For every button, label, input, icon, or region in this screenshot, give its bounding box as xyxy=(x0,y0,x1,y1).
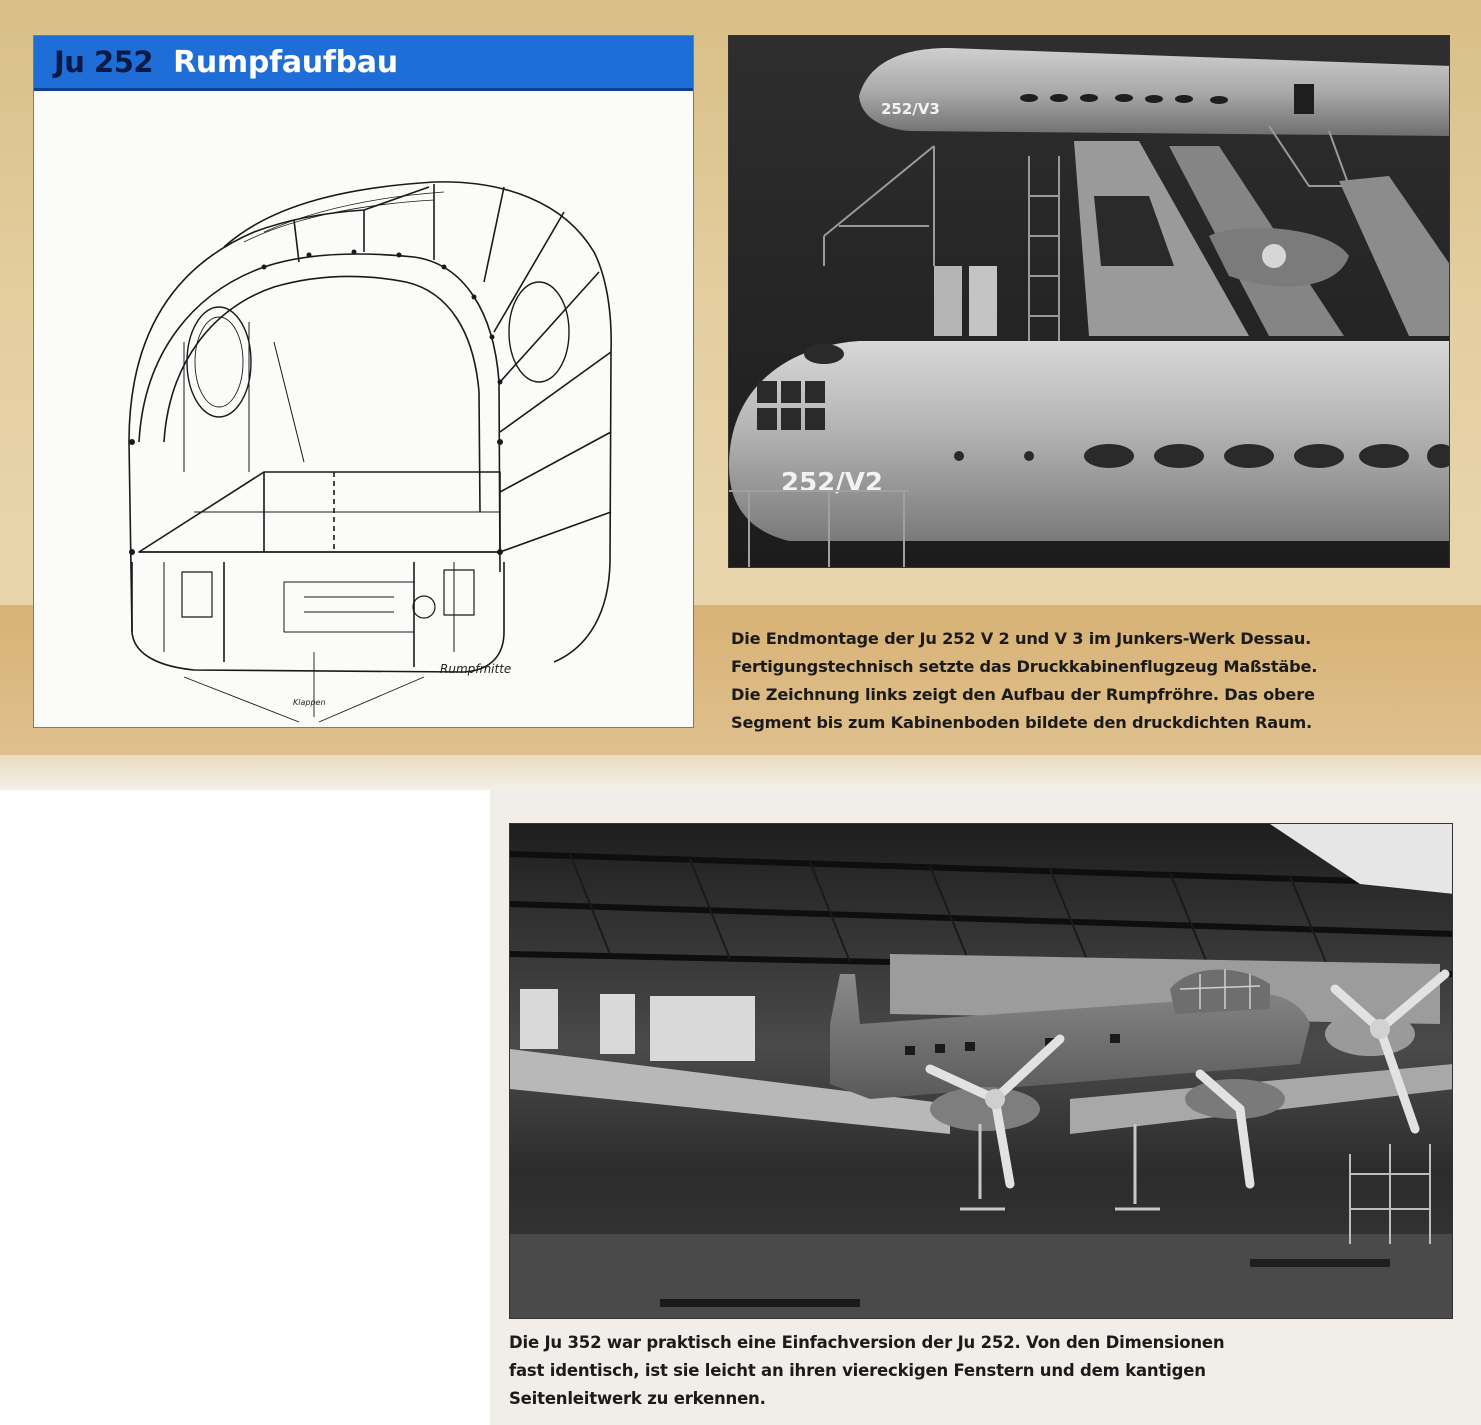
assembly-photo-image xyxy=(729,36,1450,568)
photo-label-rear: 252/V3 xyxy=(881,100,940,118)
diagram-title-model: Ju 252 xyxy=(54,45,154,79)
caption-top-line: Die Zeichnung links zeigt den Aufbau der Rumpfröhre. Das obere xyxy=(731,685,1315,704)
photo-label-front: 252/V2 xyxy=(781,468,883,498)
caption-top-line: Die Endmontage der Ju 252 V 2 und V 3 im Junkers-Werk Dessau. xyxy=(731,629,1312,648)
caption-bottom-line: Seitenleitwerk zu erkennen. xyxy=(509,1389,766,1408)
hangar-photo-image xyxy=(510,824,1453,1319)
label-rumpfmitte: Rumpfmitte xyxy=(440,662,512,676)
hangar-caption xyxy=(509,1329,1409,1413)
diagram-title-name: Rumpfaufbau xyxy=(173,44,398,80)
caption-bottom-line: fast identisch, ist sie leicht an ihren viereckigen Fenstern und dem kantigen xyxy=(509,1361,1206,1380)
caption-top-line: Fertigungstechnisch setzte das Druckkabinenflugzeug Maßstäbe. xyxy=(731,657,1318,676)
label-klappen: Klappen xyxy=(293,698,326,707)
band-fade xyxy=(0,755,1481,790)
blank-area xyxy=(0,790,490,1425)
caption-bottom-line: Die Ju 352 war praktisch eine Einfachversion der Ju 252. Von den Dimensionen xyxy=(509,1333,1225,1352)
assembly-caption xyxy=(731,625,1451,737)
caption-top-line: Segment bis zum Kabinenboden bildete den druckdichten Raum. xyxy=(731,713,1312,732)
fuselage-section-drawing xyxy=(34,92,693,728)
fuselage-diagram-panel xyxy=(33,35,694,728)
diagram-title-bar xyxy=(34,36,693,91)
hangar-photo xyxy=(509,823,1453,1319)
assembly-photo xyxy=(728,35,1450,568)
